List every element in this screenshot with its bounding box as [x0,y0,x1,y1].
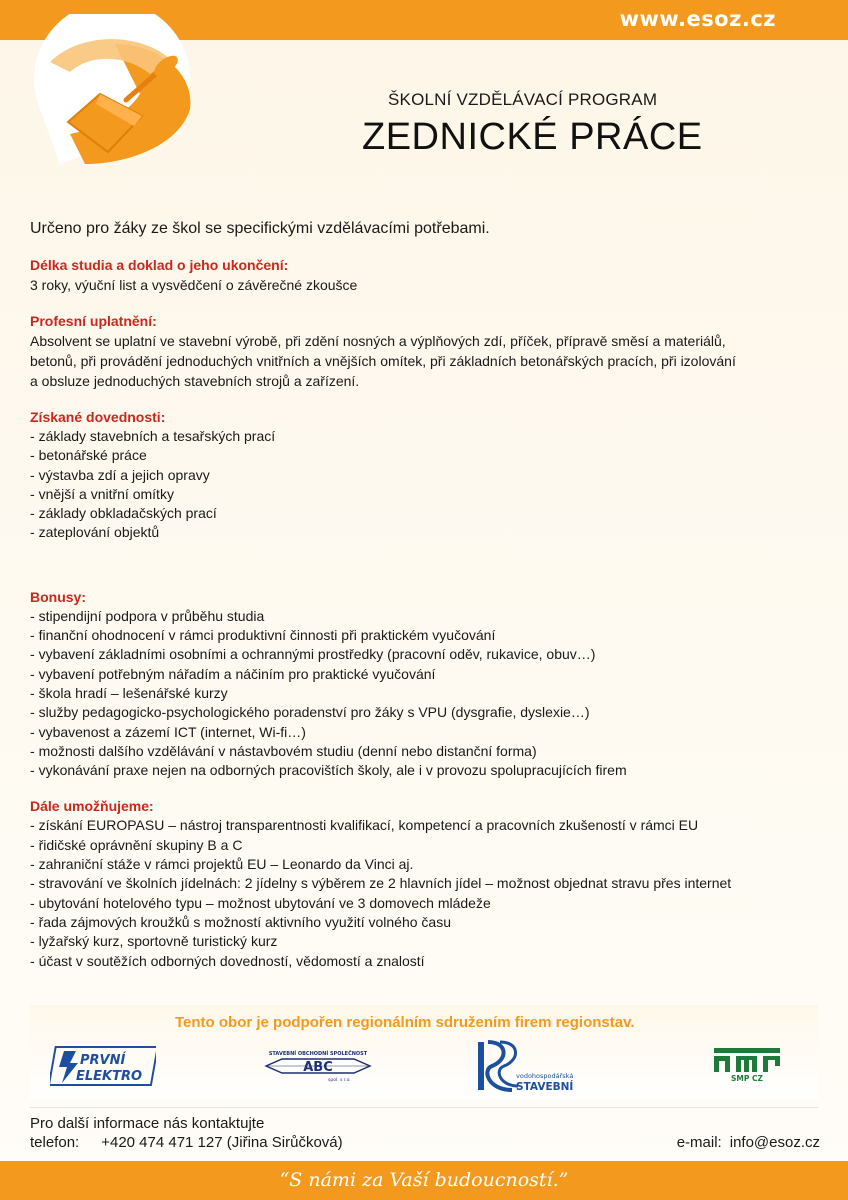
list-item: - získání EUROPASU – nástroj transparentnosti kvalifikací, kompetencí a pracovních zkušeností v rámci EU [30,816,830,835]
vodohospodarska-stavebni-logo [474,1038,592,1096]
list-item: - účast v soutěžích odborných dovedností, vědomostí a znalostí [30,952,830,971]
abc-top-text: STAVEBNÍ OBCHODNÍ SPOLEČNOST [268,1051,368,1057]
skills-heading: Získané dovednosti: [30,409,166,425]
program-label: ŠKOLNÍ VZDĚLÁVACÍ PROGRAM [388,90,658,109]
list-item: - vybavenost a zázemí ICT (internet, Wi-fi…) [30,723,830,742]
list-item: - finanční ohodnocení v rámci produktivní činnosti při praktickém vyučování [30,626,830,645]
list-item: - vykonávání praxe nejen na odborných pracovištích školy, ale i v provozu spolupracujících firem [30,761,830,780]
website-url[interactable]: www.esoz.cz [619,7,776,31]
trowel-logo-icon [30,14,200,179]
list-item: - služby pedagogicko-psychologického poradenství pro žáky s VPU (dysgrafie, dyslexie…) [30,703,830,722]
vodohospodarska-line2: STAVEBNÍ [516,1081,574,1093]
list-item: - zahraniční stáže v rámci projektů EU – Leonardo da Vinci aj. [30,855,830,874]
career-section [30,312,830,391]
intro-text: Určeno pro žáky ze škol se specifickými vzdělávacími potřebami. [30,220,490,237]
prvni-elektro-logo [50,1045,156,1087]
main-content [30,220,830,988]
list-item: - výstavba zdí a jejich opravy [30,466,830,485]
contact-phone-row [30,1134,343,1151]
list-item: - základy stavebních a tesařských prací [30,427,830,446]
list-item: - řada zájmových kroužků s možností aktivního využití volného času [30,913,830,932]
bonuses-section [30,588,830,781]
list-item: - škola hradí – lešenářské kurzy [30,684,830,703]
abc-main-text: ABC [303,1060,333,1075]
bonuses-heading: Bonusy: [30,588,86,605]
phone-label: telefon: [30,1134,80,1151]
more-list [30,816,830,970]
email-label: e-mail: [676,1134,722,1151]
career-heading: Profesní uplatnění: [30,313,157,329]
duration-text: 3 roky, výuční list a vysvědčení o závěrečné zkoušce [30,277,358,293]
list-item: - stravování ve školních jídelnách: 2 jídelny s výběrem ze 2 hlavních jídel – možnost objednat stravu přes internet [30,874,830,893]
smp-cz-text: SMP CZ [731,1074,763,1083]
list-item: - vybavení potřebným nářadím a náčiním pro praktické vyučování [30,665,830,684]
vodohospodarska-line1: vodohospodářská [516,1072,574,1080]
abc-sub-text: spol. s r.o. [328,1078,351,1083]
prvni-elektro-line1: PRVNÍ [80,1053,126,1068]
skills-section [30,408,830,543]
list-item: - stipendijní podpora v průběhu studia [30,607,830,626]
smp-cz-logo [710,1046,784,1084]
skills-list [30,427,830,543]
email-address[interactable]: info@esoz.cz [729,1134,820,1151]
more-heading: Dále umožňujeme: [30,798,154,815]
career-line: Absolvent se uplatní ve stavební výrobě, při zdění nosných a výplňových zdí, příček, přípravě směsí a materiálů, [30,333,726,349]
duration-section [30,256,830,295]
contact-divider [30,1107,818,1108]
list-item: - betonářské práce [30,446,830,465]
list-item: - lyžařský kurz, sportovně turistický kurz [30,932,830,951]
list-item: - ubytování hotelového typu – možnost ubytování ve 3 domovech mládeže [30,894,830,913]
list-item: - řidičské oprávnění skupiny B a C [30,836,830,855]
abc-logo [262,1048,374,1084]
contact-email-row [677,1134,820,1151]
program-title: ZEDNICKÉ PRÁCE [362,116,703,158]
phone-number[interactable]: +420 474 471 127 (Jiřina Sirůčková) [101,1134,343,1151]
list-item: - vnější a vnitřní omítky [30,485,830,504]
bottom-bar [0,1161,848,1200]
prvni-elektro-line2: ELEKTRO [76,1069,143,1084]
list-item: - základy obkladačských prací [30,504,830,523]
sponsor-text: Tento obor je podpořen regionálním sdružením firem regionstav. [175,1014,635,1031]
more-section [30,797,830,970]
list-item: - možnosti dalšího vzdělávání v nástavbovém studiu (denní nebo distanční forma) [30,742,830,761]
career-line: a obsluze jednoduchých stavebních strojů a zařízení. [30,373,360,389]
career-line: betonů, při provádění jednoduchých vnitřních a vnějších omítek, při základních betonářských pracích, při izolování [30,353,736,369]
duration-heading: Délka studia a doklad o jeho ukončení: [30,257,289,273]
list-item: - zateplování objektů [30,523,830,542]
list-item: - vybavení základními osobními a ochrannými prostředky (pracovní oděv, rukavice, obuv…) [30,645,830,664]
slogan: “S námi za Vaší budoucností.” [279,1169,569,1191]
contact-intro: Pro další informace nás kontaktujte [30,1115,265,1132]
bonuses-list [30,607,830,781]
